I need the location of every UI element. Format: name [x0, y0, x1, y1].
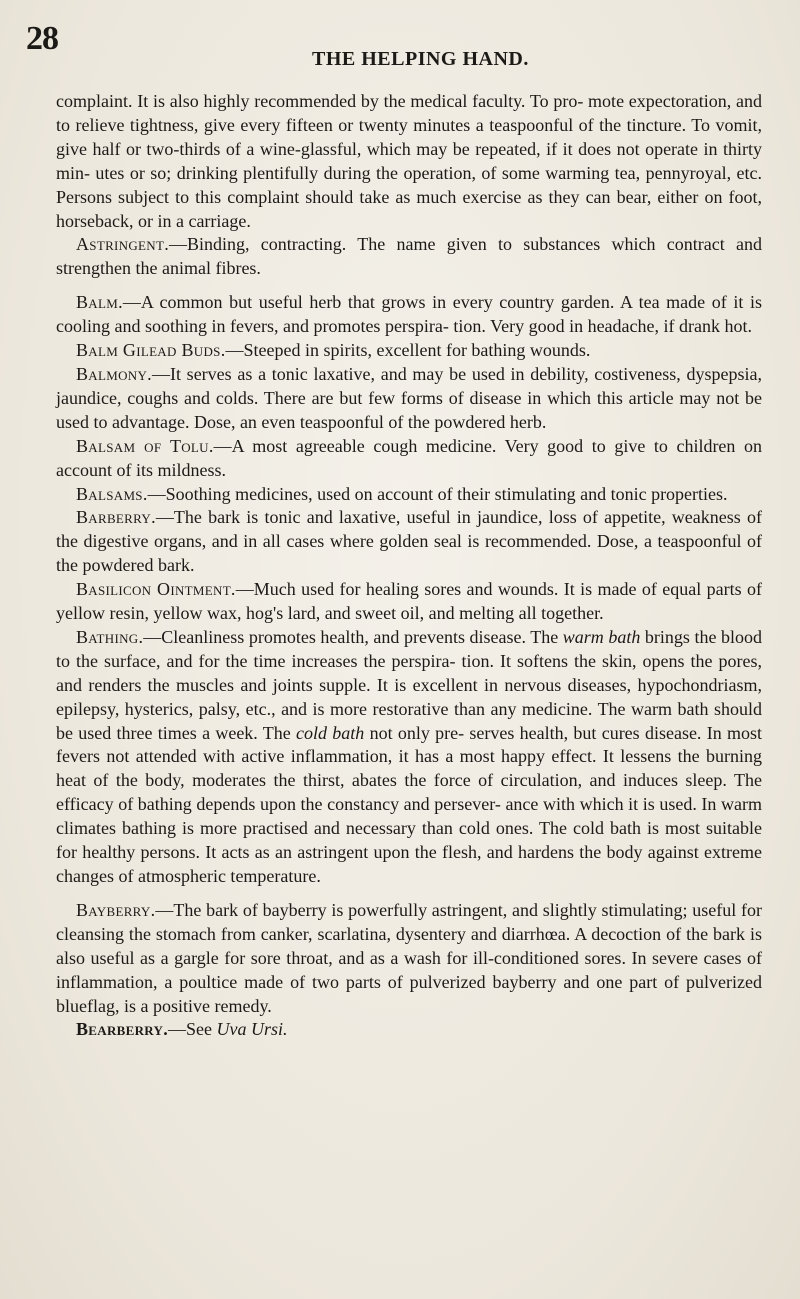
- entry-bathing: [56, 626, 762, 889]
- cross-reference: Uva Ursi.: [216, 1019, 288, 1040]
- entry-text: brings the blood to the surface, and for the time increases the perspira- tion. It softens the skin, opens the pores, and renders the muscles and joints supple. It is excellent in nervous diseases, hypochondriasm, epilepsy, hysterics, palsy, etc., and is more restorative than any medicine. The warm bath should be used three times a week. The: [56, 626, 763, 743]
- entry-continuation: [56, 90, 762, 233]
- entry-text: —See: [168, 1019, 217, 1040]
- entry-text: —The bark of bayberry is powerfully astringent, and slightly stimulating; useful for cleansing the stomach from canker, scarlatina, dysentery and diarrhœa. A decoction of the bark is also useful as a gargle for sore throat, and as a wash for ill-conditioned sores. In severe cases of inflammation, a poultice made of two parts of pulverized bayberry and one part of pulverized blueflag, is a positive remedy.: [56, 899, 762, 1016]
- entry-bearberry: [56, 1018, 762, 1042]
- entry-term: Balmony.: [76, 363, 152, 384]
- entry-term: Bayberry.: [76, 899, 156, 920]
- entry-balm-gilead-buds: [56, 339, 762, 363]
- entry-text: —Binding, contracting. The name given to substances which contract and strengthen the animal fibres.: [56, 234, 762, 279]
- entry-text: —It serves as a tonic laxative, and may be used in debility, costiveness, dyspepsia, jaundice, coughs and colds. There are but few forms of disease in which this article may not be used to advantage. Dose, an even teaspoonful of the powdered herb.: [56, 363, 762, 432]
- entry-term: Balsam of Tolu.: [76, 435, 214, 456]
- entry-text: —A common but useful herb that grows in every country garden. A tea made of it is cooling and soothing in fevers, and promotes perspira- tion. Very good in headache, if drank hot.: [56, 292, 762, 337]
- emphasis-warm-bath: warm bath: [562, 626, 641, 647]
- entry-balsam-of-tolu: [56, 435, 762, 483]
- entry-balsams: [56, 483, 762, 507]
- entry-term: Bathing.: [76, 626, 144, 647]
- entry-text: —Soothing medicines, used on account of their stimulating and tonic properties.: [147, 483, 728, 504]
- entry-astringent: [56, 233, 762, 281]
- page-body: [56, 90, 762, 1042]
- entry-term: Bearberry.: [76, 1019, 169, 1040]
- emphasis-cold-bath: cold bath: [296, 722, 365, 743]
- entry-term: Barberry.: [76, 507, 156, 528]
- entry-term: Astringent.: [76, 234, 170, 255]
- entry-text: —Steeped in spirits, excellent for bathing wounds.: [225, 340, 591, 361]
- entry-text: —Cleanliness promotes health, and prevents disease. The: [143, 626, 563, 647]
- entry-basilicon-ointment: [56, 578, 762, 626]
- entry-term: Basilicon Ointment.: [76, 579, 236, 600]
- running-head: THE HELPING HAND.: [312, 48, 529, 70]
- entry-term: Balm Gilead Buds.: [76, 340, 226, 361]
- entry-text: not only pre- serves health, but cures disease. In most fevers not attended with active inflammation, it has a most happy effect. It lessens the burning heat of the body, moderates the thirst, abates the force of circulation, and induces sleep. The efficacy of bathing depends upon the constancy and persever- ance with which it is used. In warm climates bathing is more practised and necessary than cold ones. The cold bath is most suitable for healthy persons. It acts as an astringent upon the flesh, and hardens the body against extreme changes of atmospheric temperature.: [56, 722, 762, 886]
- page-number: 28: [26, 20, 58, 57]
- entry-barberry: [56, 506, 762, 578]
- entry-term: Balsams.: [76, 483, 148, 504]
- entry-balm: [56, 291, 762, 339]
- entry-text: complaint. It is also highly recommended by the medical faculty. To pro- mote expectoration, and to relieve tightness, give every fifteen or twenty minutes a teaspoonful of the tincture. To vomit, give half or two-thirds of a wine-glassful, which may be repeated, if it does not operate in thirty min- utes or so; drinking plentifully during the operation, of some warming tea, pennyroyal, etc. Persons subject to this complaint should take as much exercise as they can bear, either on foot, horseback, or in a carriage.: [56, 91, 762, 231]
- entry-term: Balm.: [76, 292, 123, 313]
- entry-bayberry: [56, 899, 762, 1019]
- entry-text: —A most agreeable cough medicine. Very good to give to children on account of its mildness.: [56, 435, 762, 480]
- entry-text: —The bark is tonic and laxative, useful in jaundice, loss of appetite, weakness of the digestive organs, and in all cases where golden seal is recommended. Dose, a teaspoonful of the powdered bark.: [56, 507, 762, 576]
- entry-balmony: [56, 363, 762, 435]
- entry-text: —Much used for healing sores and wounds. It is made of equal parts of yellow resin, yellow wax, hog's lard, and sweet oil, and melting all together.: [56, 579, 762, 624]
